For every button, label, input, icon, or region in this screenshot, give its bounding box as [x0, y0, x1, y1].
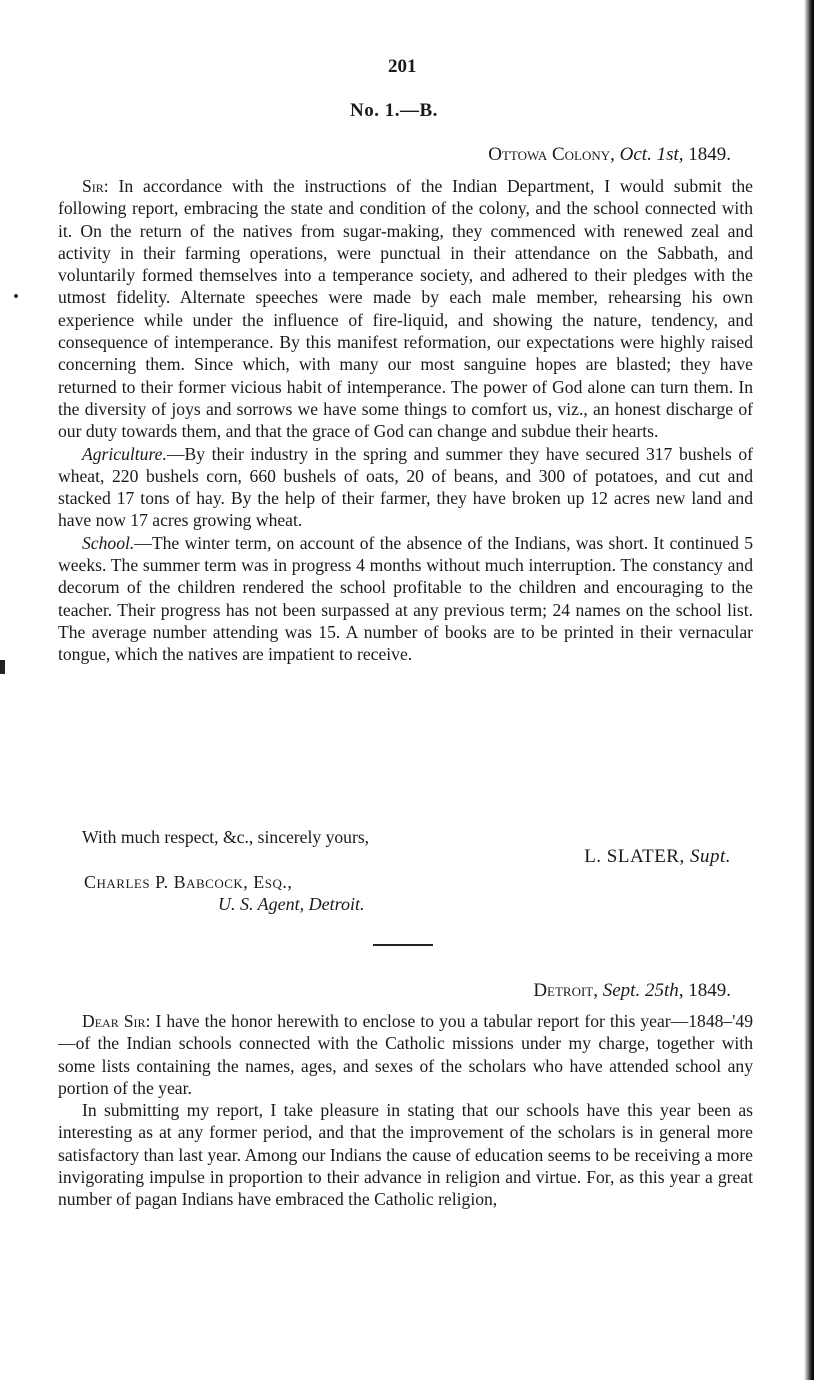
letter1-signature: [584, 846, 731, 868]
agriculture-paragraph: [58, 443, 753, 532]
letter2-date: Sept. 25th,: [602, 980, 684, 1001]
letter2-salutation: Dear Sir:: [82, 1011, 151, 1031]
letter2-paragraph2: In submitting my report, I take pleasure in stating that our schools have this year been as interesting as at any former period, and that the improvement of the scholars is in general more satisfactory than last year. Among our Indians the cause of education seems to be receiving a more invigorating impulse in proportion to their advance in religion and virtue. For, as this year a great number of pagan Indians have embraced the Catholic religion,: [58, 1100, 753, 1210]
document-label: No. 1.—B.: [350, 100, 438, 121]
letter2-paragraph1: [58, 1010, 753, 1099]
letter2-body: [58, 1010, 753, 1211]
letter1-year: 1849.: [688, 144, 731, 165]
agriculture-heading: Agriculture.: [82, 443, 167, 464]
letter1-body: [58, 175, 753, 666]
margin-dot: [14, 294, 18, 298]
page-edge-shadow: [804, 0, 814, 1380]
school-heading: School.: [82, 532, 135, 553]
letter2-place: Detroit,: [533, 980, 598, 1001]
letter1-paragraph: [58, 175, 753, 443]
letter1-salutation: Sir:: [82, 176, 109, 196]
letter1-date: Oct. 1st,: [619, 144, 684, 165]
school-paragraph: [58, 532, 753, 666]
margin-mark: [0, 660, 5, 674]
letter1-para1: In accordance with the instructions of the Indian Department, I would submit the following report, embracing the state and condition of the colony, and the school connected with it. On the return of the natives from sugar-making, they commenced with renewed zeal and activity in their farming operations, were punctual in their attendance on the Sabbath, and voluntarily formed themselves into a temperance society, and adhered to their pledges with the utmost fidelity. Alternate speeches were made by each male member, rehearsing his own experience while under the influence of fire-liquid, and showing the nature, tendency, and consequence of intemperance. By this manifest reformation, our expectations were highly raised concerning them. Since which, with many our most sanguine hopes are blasted; they have returned to their former vicious habit of intemperance. The power of God alone can turn them. In the diversity of joys and sorrows we have some things to comfort us, viz., an honest discharge of our duty towards them, and that the grace of God can change and subdue their hearts.: [58, 176, 753, 442]
letter2-para1: I have the honor herewith to enclose to you a tabular report for this year—1848–'49—of the Indian schools connected with the Catholic missions under my charge, together with some lists containing the names, ages, and sexes of the scholars who have attended school any portion of the year.: [58, 1011, 753, 1098]
page-number: 201: [388, 56, 417, 77]
section-divider: [373, 944, 433, 946]
letter1-dateline: [488, 144, 731, 166]
signature-name: L. SLATER,: [584, 846, 685, 867]
letter1-closing: With much respect, &c., sincerely yours,: [82, 827, 370, 847]
letter2-year: 1849.: [688, 980, 731, 1001]
addressee-title: U. S. Agent, Detroit.: [218, 894, 365, 914]
letter1-place: Ottowa Colony,: [488, 144, 615, 165]
signature-title: Supt.: [689, 846, 731, 867]
school-text: —The winter term, on account of the absence of the Indians, was short. It continued 5 weeks. The summer term was in progress 4 months without much interruption. The constancy and decorum of the children rendered the school profitable to the children and encouraging to the teacher. Their progress has not been surpassed at any previous term; 24 names on the school list. The average number attending was 15. A number of books are to be printed in their vernacular tongue, which the natives are impatient to receive.: [58, 532, 753, 665]
agriculture-text: —By their industry in the spring and summer they have secured 317 bushels of wheat, 220 bushels corn, 660 bushels of oats, 20 of beans, and 300 of potatoes, and cut and stacked 17 tons of hay. By the help of their farmer, they have broken up 12 acres new land and have now 17 acres growing wheat.: [58, 443, 753, 531]
letter2-dateline: [533, 980, 731, 1002]
addressee-name: Charles P. Babcock, Esq.,: [84, 872, 293, 892]
